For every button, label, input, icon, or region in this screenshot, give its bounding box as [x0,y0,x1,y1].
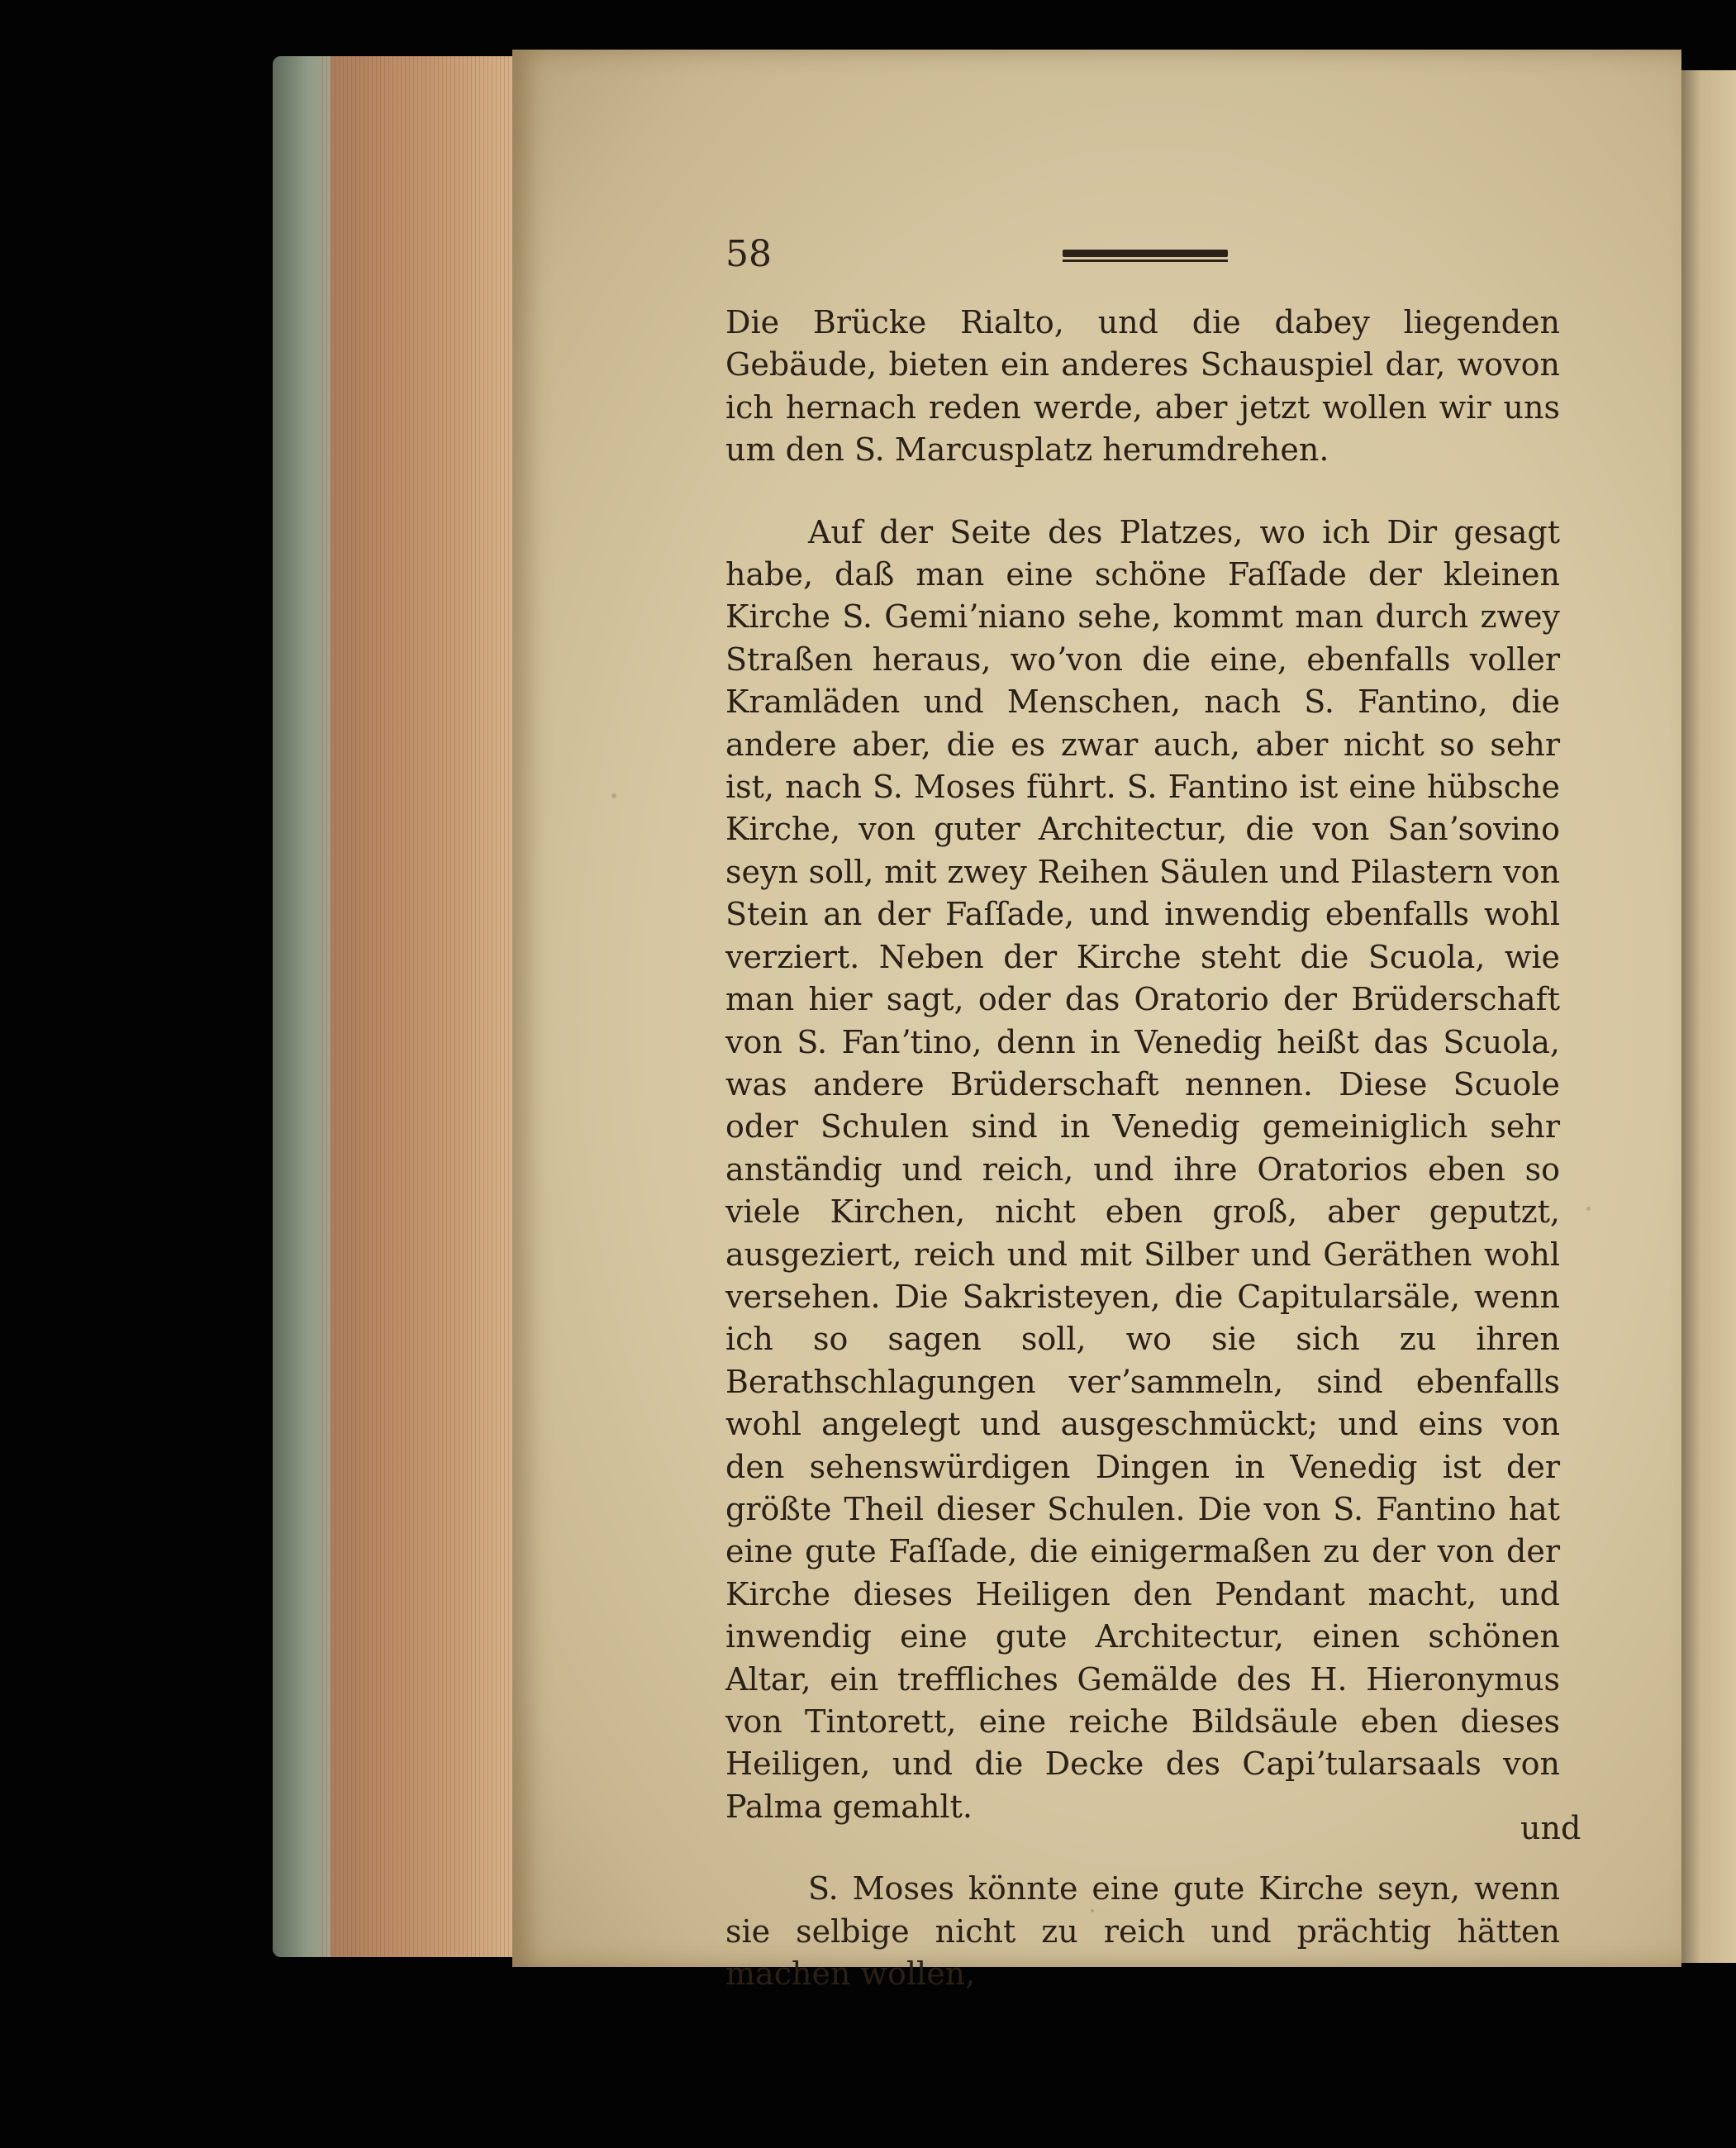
body-text [725,302,1560,1995]
book-page [512,50,1681,1993]
paragraph-1: Die Brücke Rialto, und die dabey liegenden Gebäude, bieten ein anderes Schauspiel dar, wovon ich hernach reden werde, aber jetzt wollen wir uns um den S. Marcusplatz herumdrehen. [725,304,1560,469]
paper-speck [611,793,616,798]
page-edge-lines [322,56,521,1957]
book-page-edges [273,56,521,1957]
page-header [725,233,1736,283]
header-ornament-rule [1063,250,1228,257]
paper-speck [1586,1207,1591,1211]
page-number: 58 [725,233,772,275]
adjacent-page-edge [1677,70,1736,1963]
paragraph-2: Auf der Seite des Platzes, wo ich Dir gesagt habe, daß man eine schöne Faſſade der kleinen Kirche S. Gemiʼniano sehe, kommt man durch zwey Straßen heraus, woʼvon die eine, ebenfalls voller Kramläden und Menschen, nach S. Fantino, die andere aber, die es zwar auch, aber nicht so sehr ist, nach S. Moses führt. S. Fantino ist eine hübsche Kirche, von guter Architectur, die von Sanʼsovino seyn soll, mit zwey Reihen Säulen und Pilastern von Stein an der Faſſade, und inwendig ebenfalls wohl verziert. Neben der Kirche steht die Scuola, wie man hier sagt, oder das Oratorio der Brüderschaft von S. Fanʼtino, denn in Venedig heißt das Scuola, was andere Brüderschaft nennen. Diese Scuole oder Schulen sind in Venedig gemeiniglich sehr anständig und reich, und ihre Oratorios eben so viele Kirchen, nicht eben groß, aber geputzt, ausgeziert, reich und mit Silber und Geräthen wohl versehen. Die Sakristeyen, die Capitularsäle, wenn ich so sagen soll, wo sie sich zu ihren Berathschlagungen verʼsammeln, sind ebenfalls wohl angelegt und ausgeschmückt; und eins von den sehenswürdigen Dingen in Venedig ist der größte Theil dieser Schulen. Die von S. Fantino hat eine gute Faſſade, die einigermaßen zu der von der Kirche dieses Heiligen den Pendant macht, und inwendig eine gute Architectur, einen schönen Altar, ein treffliches Gemälde des H. Hieronymus von Tintorett, eine reiche Bildsäule eben dieses Heiligen, und die Decke des Capiʼtularsaals von Palma gemahlt. [725,513,1560,1825]
catchword: und [1520,1810,1581,1846]
paragraph-3: S. Moses könnte eine gute Kirche seyn, wenn sie selbige nicht zu reich und prächtig hätten machen wollen, [725,1870,1560,1993]
paragraph-gap [725,472,1560,512]
paragraph-gap [725,1828,1560,1868]
